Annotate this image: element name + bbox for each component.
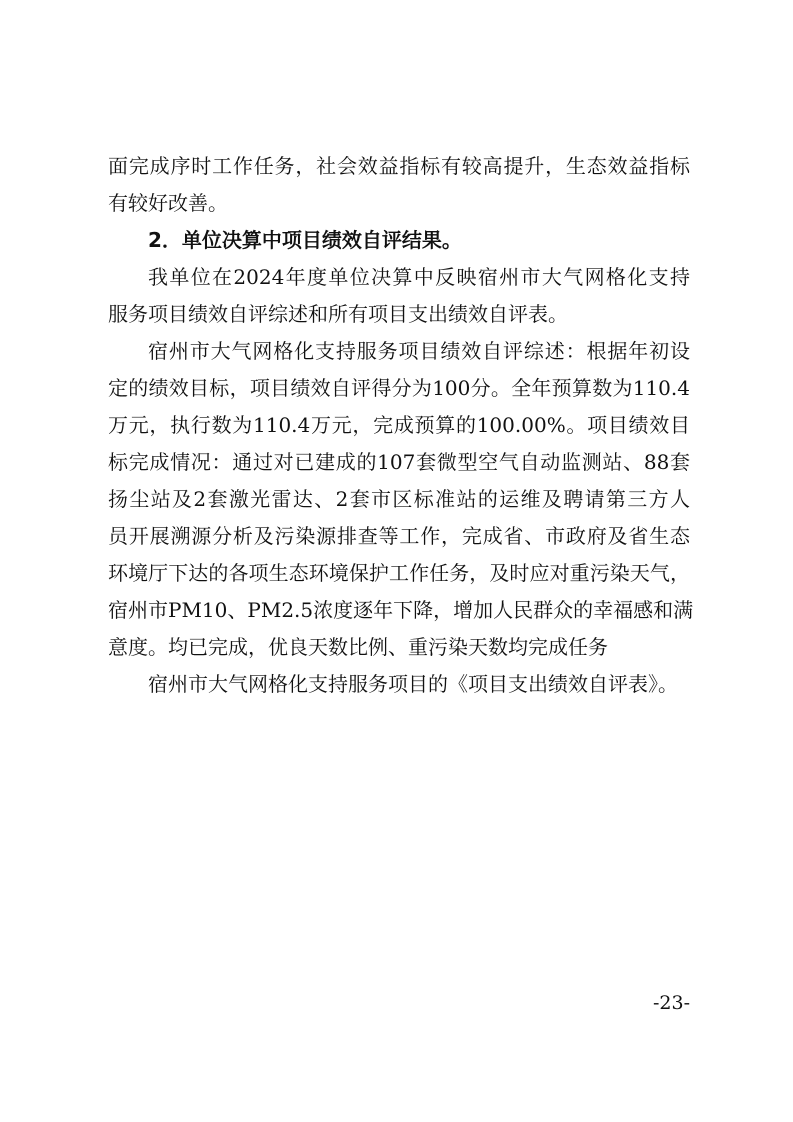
section-heading: 2．单位决算中项目绩效自评结果。: [148, 228, 462, 252]
paragraph-line: 宿州市大气网格化支持服务项目绩效自评综述：根据年初设: [148, 339, 690, 363]
document-body: [108, 148, 694, 703]
paragraph-line: 服务项目绩效自评综述和所有项目支出绩效自评表。: [108, 302, 568, 326]
paragraph-line: 宿州市大气网格化支持服务项目的《项目支出绩效自评表》。: [148, 672, 678, 696]
paragraph-line: 面完成序时工作任务，社会效益指标有较高提升，生态效益指标: [108, 154, 690, 178]
paragraph-line: 环境厅下达的各项生态环境保护工作任务，及时应对重污染天气，: [108, 561, 690, 585]
paragraph-line: 万元，执行数为110.4万元，完成预算的100.00%。项目绩效目: [108, 413, 690, 437]
page-number: -23-: [652, 992, 690, 1014]
paragraph-line: 员开展溯源分析及污染源排查等工作，完成省、市政府及省生态: [108, 524, 690, 548]
paragraph-line: 宿州市PM10、PM2.5浓度逐年下降，增加人民群众的幸福感和满: [108, 598, 694, 622]
paragraph-line: 意度。均已完成，优良天数比例、重污染天数均完成任务: [108, 635, 608, 659]
paragraph-line: 扬尘站及2套激光雷达、2套市区标准站的运维及聘请第三方人: [108, 487, 690, 511]
paragraph-line: 我单位在2024年度单位决算中反映宿州市大气网格化支持: [148, 265, 690, 289]
paragraph-line: 定的绩效目标，项目绩效自评得分为100分。全年预算数为110.4: [108, 376, 690, 400]
paragraph-line: 标完成情况：通过对已建成的107套微型空气自动监测站、88套: [108, 450, 690, 474]
paragraph-line: 有较好改善。: [108, 191, 228, 215]
